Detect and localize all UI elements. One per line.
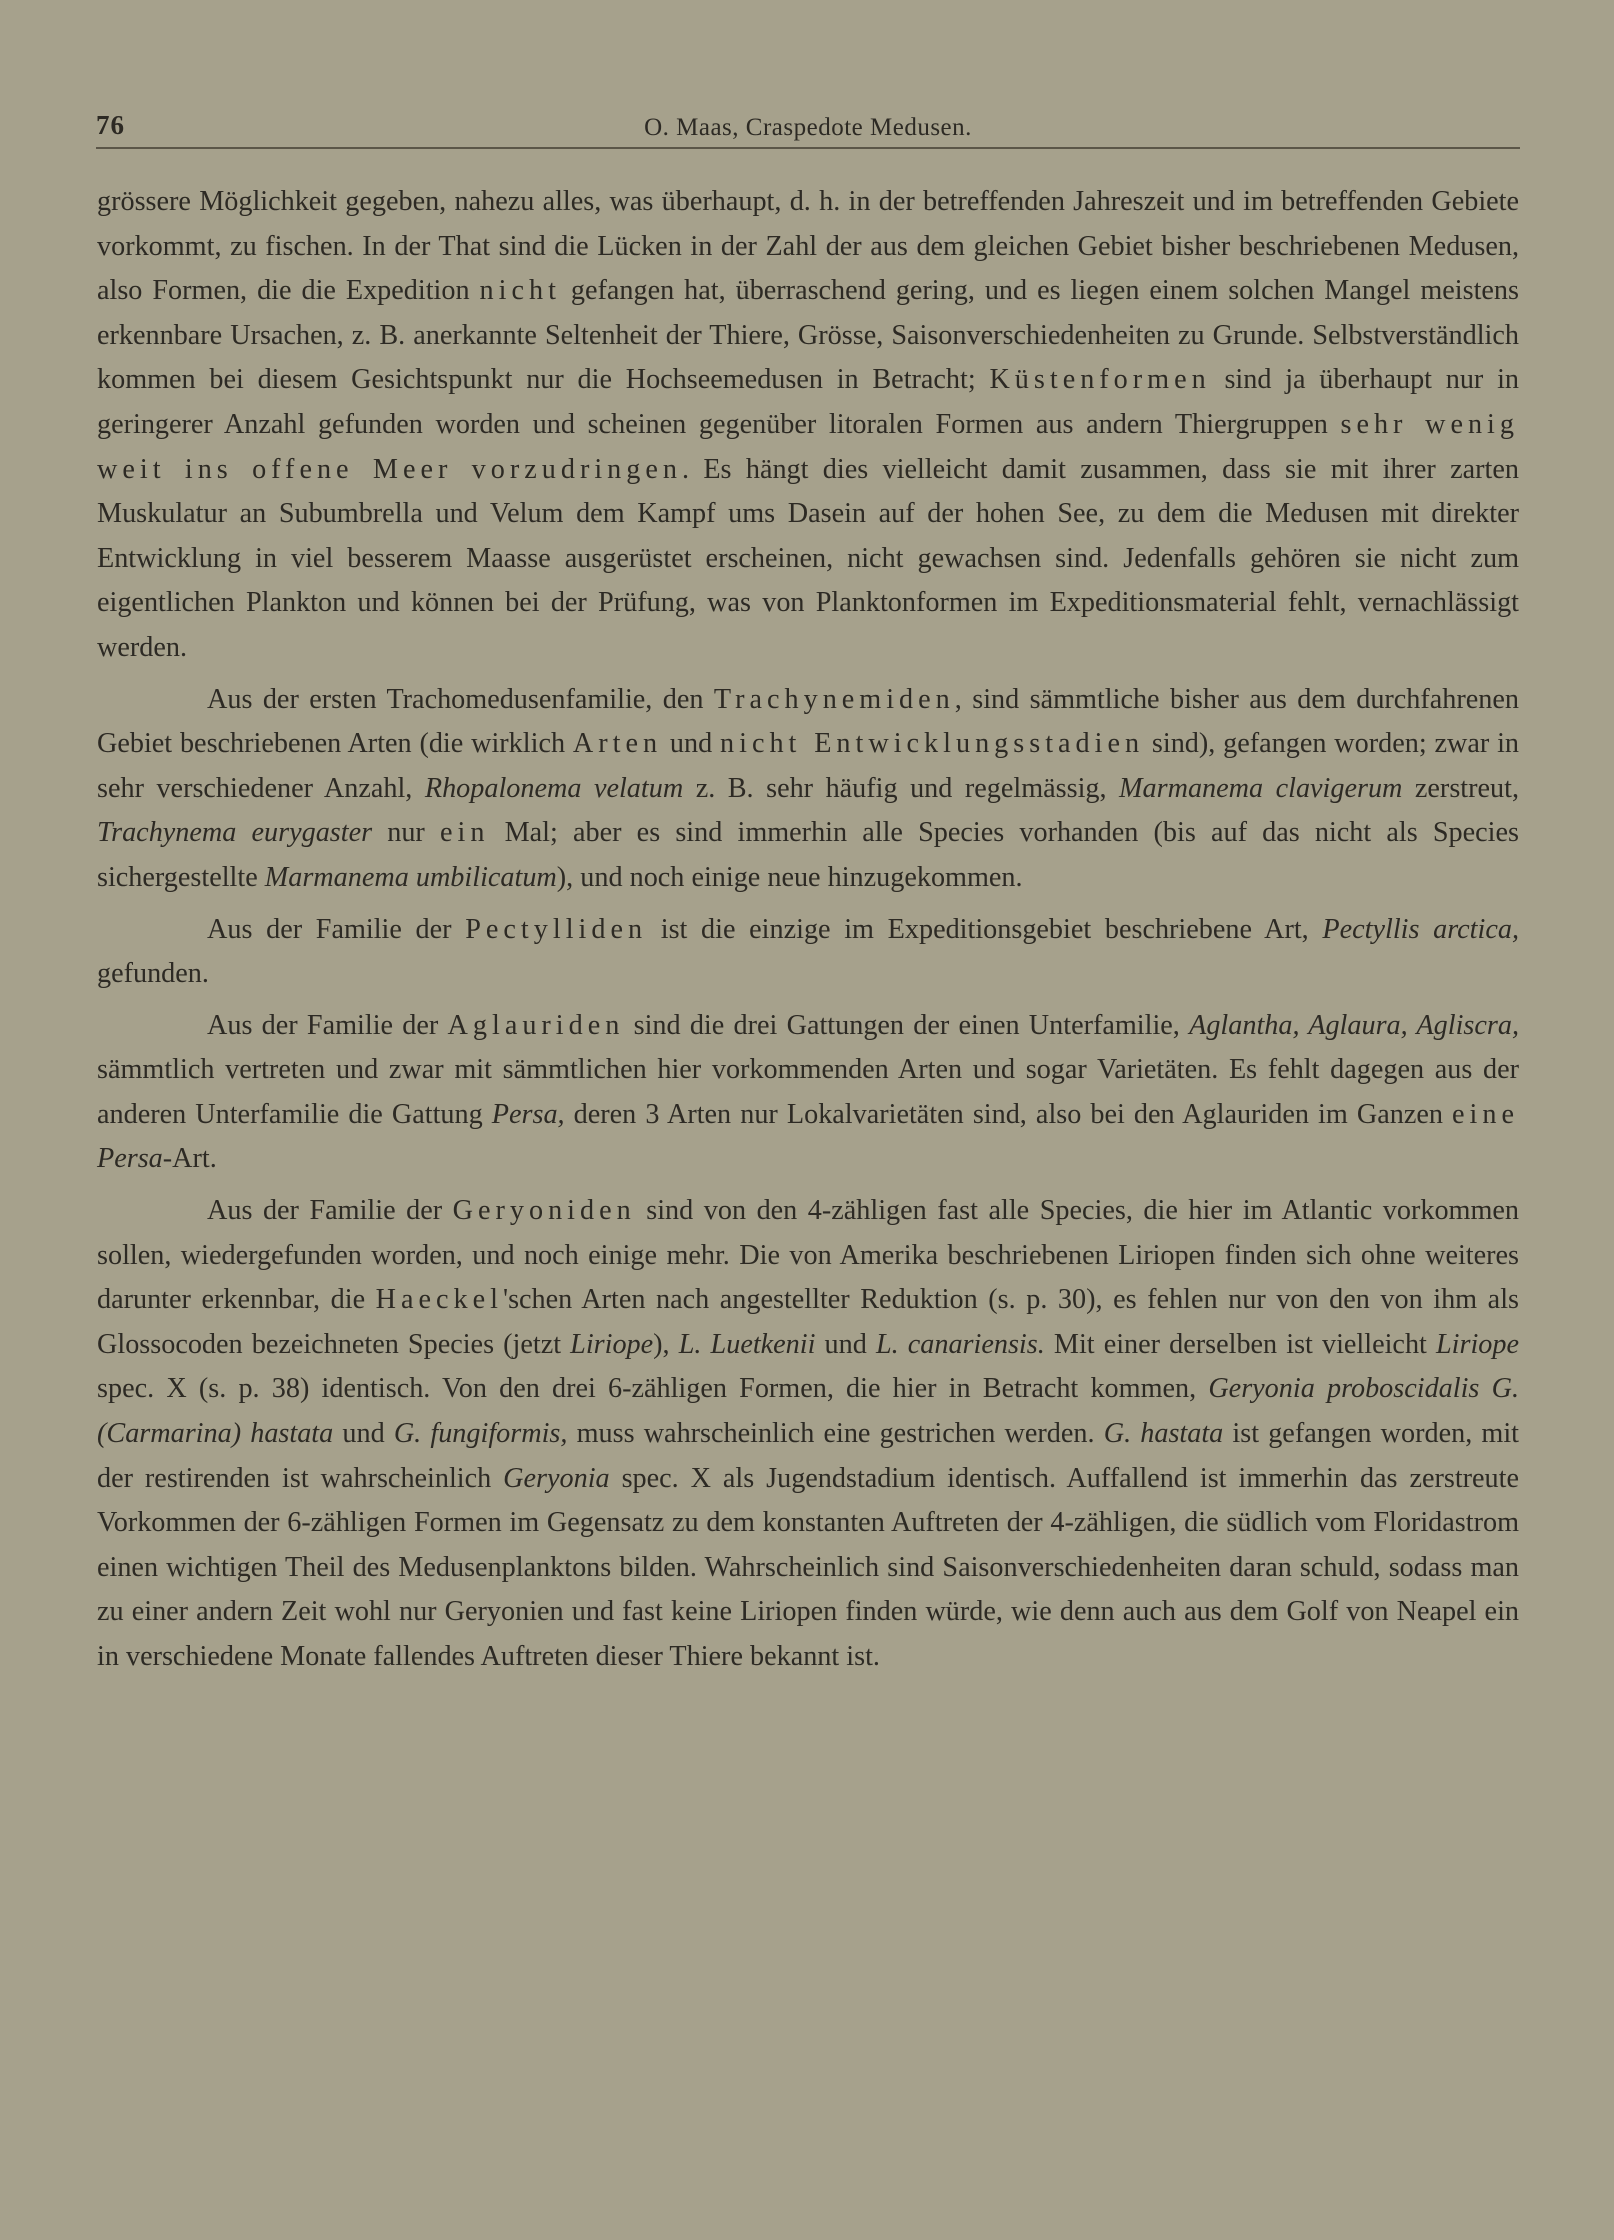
italic-run: Marmanema umbilicatum <box>264 861 557 893</box>
text-run: ), <box>653 1328 679 1360</box>
text-run: . Es hängt dies vielleicht damit zusammen, dass sie mit ihrer zarten Muskulatur an Subumbrella und Velum dem Kampf ums Dasein auf der hohen See, zu dem die Medusen mit direkter Entwicklung in viel besserem Maasse ausgerüstet erscheinen, nicht gewachsen sind. Jedenfalls gehören sie nicht zum eigentlichen Plankton und können bei der Prüfung, was von Planktonformen im Expeditionsmaterial fehlt, vernachlässigt werden. <box>97 453 1519 663</box>
spaced-run: Aglauriden <box>447 1009 625 1041</box>
spaced-run: sehr wenig weit ins offene Meer vorzudringen <box>97 408 1519 485</box>
text-run: sämmtlich vertreten und zwar mit sämmtlichen hier vorkommenden Arten und sogar Varietäten. Es fehlt dagegen aus der anderen Unterfamilie die Gattung <box>97 1054 1519 1130</box>
text-run: Aus der Familie der <box>207 1009 448 1041</box>
text-run: nur <box>372 817 440 849</box>
text-run: Aus der Familie der <box>207 913 466 945</box>
page-number: 76 <box>96 110 125 140</box>
italic-run: Liriope <box>570 1328 654 1360</box>
text-run: -Art. <box>162 1143 217 1175</box>
italic-run: Rhopalonema velatum <box>424 772 684 804</box>
italic-run: Persa, <box>491 1098 565 1130</box>
spaced-run: Geryoniden <box>452 1195 636 1227</box>
page-header <box>96 110 1520 150</box>
paragraph-4 <box>97 1004 1519 1182</box>
text-run: grössere Möglichkeit gegeben, nahezu alles, was überhaupt, d. h. in der betreffenden Jahreszeit und im betreffenden Gebiete vorkommt, zu fischen. In der That sind die Lücken in der Zahl der aus dem gleichen Gebiet bisher beschriebenen Medusen, also Formen, die die Expedition <box>97 186 1519 307</box>
spaced-run: ein <box>440 817 490 849</box>
spaced-run: nicht <box>479 275 561 307</box>
text-run: ist die einzige im Expeditionsgebiet beschriebene Art, <box>647 913 1323 945</box>
text-run: ist gefangen worden, mit der restirenden ist wahrscheinlich <box>97 1418 1519 1494</box>
text-run: Mal; aber es sind immerhin alle Species vorhanden (bis auf das nicht als Species sichergestellte <box>97 817 1519 893</box>
text-run: muss wahrscheinlich eine gestrichen werden. <box>567 1418 1104 1450</box>
text-run: sind von den 4-zähligen fast alle Species, die hier im Atlantic vorkommen sollen, wiedergefunden worden, und noch einige mehr. Die von Amerika beschriebenen Liriopen finden sich ohne weiteres darunter erkennbar, die <box>97 1195 1519 1316</box>
spaced-run: eine <box>1452 1098 1519 1130</box>
spaced-run: nicht Entwicklungsstadien <box>720 728 1145 760</box>
text-run: deren 3 Arten nur Lokalvarietäten sind, also bei den Aglauriden im Ganzen <box>564 1098 1453 1130</box>
body-text <box>97 180 1519 1687</box>
paragraph-2 <box>97 678 1519 901</box>
paragraph-1 <box>97 180 1519 671</box>
spaced-run: Arten <box>572 728 663 760</box>
spaced-run: Küstenformen <box>989 364 1211 396</box>
spaced-run: Trachynemiden <box>713 683 955 715</box>
text-run: und <box>815 1328 876 1360</box>
paragraph-3 <box>97 908 1519 997</box>
text-run: ), und noch einige neue hinzugekommen. <box>556 861 1023 893</box>
text-run: sind), gefangen worden; zwar in sehr verschiedener Anzahl, <box>97 728 1519 804</box>
italic-run: Geryonia <box>503 1462 610 1494</box>
text-run: sind die drei Gattungen der einen Unterfamilie, <box>624 1009 1190 1041</box>
text-run: spec. X als Jugendstadium identisch. Auffallend ist immerhin das zerstreute Vorkommen der 6-zähligen Formen im Gegensatz zu dem konstanten Auftreten der 4-zähligen, die südlich vom Floridastrom einen wichtigen Theil des Medusenplanktons bilden. Wahrscheinlich sind Saisonverschiedenheiten daran schuld, sodass man zu einer andern Zeit wohl nur Geryonien und fast keine Liriopen finden würde, wie denn auch aus dem Golf von Neapel ein in verschiedene Monate fallendes Auftreten dieser Thiere bekannt ist. <box>97 1462 1519 1672</box>
text-run: gefangen hat, überraschend gering, und es liegen einem solchen Mangel meistens erkennbare Ursachen, z. B. anerkannte Seltenheit der Thiere, Grösse, Saisonverschiedenheiten zu Grunde. Selbstverständlich kommen bei diesem Gesichtspunkt nur die Hochseemedusen in Betracht; <box>97 275 1519 396</box>
text-run: Mit einer derselben ist vielleicht <box>1044 1328 1436 1360</box>
spaced-run: Pectylliden <box>465 913 648 945</box>
paragraph-5 <box>97 1189 1519 1680</box>
spaced-run: Haeckel <box>375 1284 503 1316</box>
text-run: und <box>662 728 721 760</box>
text-run: Aus der ersten Trachomedusenfamilie, den <box>207 683 714 715</box>
text-run: spec. X (s. p. 38) identisch. Von den drei 6-zähligen Formen, die hier in Betracht kommen, <box>97 1373 1209 1405</box>
italic-run: Geryonia proboscidalis G. (Carmarina) hastata <box>97 1373 1519 1450</box>
italic-run: G. fungiformis, <box>393 1418 568 1450</box>
italic-run: L. Luetkenii <box>678 1328 816 1360</box>
text-run: , sind sämmtliche bisher aus dem durchfahrenen Gebiet beschriebenen Arten (die wirklich <box>97 683 1519 760</box>
italic-run: L. canariensis. <box>875 1328 1045 1360</box>
running-title: O. Maas, Craspedote Medusen. <box>644 114 972 141</box>
italic-run: Pectyllis arctica, <box>1322 913 1519 945</box>
italic-run: Aglantha, Aglaura, Agliscra, <box>1189 1009 1519 1041</box>
italic-run: Liriope <box>1435 1328 1519 1360</box>
italic-run: Marmanema clavigerum <box>1119 772 1403 804</box>
text-run: z. B. sehr häufig und regelmässig, <box>683 772 1120 804</box>
italic-run: Persa <box>97 1143 163 1175</box>
text-run: 'schen Arten nach angestellter Reduktion (s. p. 30), es fehlen nur von den von ihm als Glossocoden bezeichneten Species (jetzt <box>97 1284 1519 1360</box>
header-rule <box>96 147 1520 149</box>
text-run: und <box>333 1418 394 1450</box>
text-run: gefunden. <box>97 958 209 990</box>
text-run: zerstreut, <box>1402 772 1519 804</box>
italic-run: Trachynema eurygaster <box>97 817 373 849</box>
text-run: sind ja überhaupt nur in geringerer Anzahl gefunden worden und scheinen gegenüber litoralen Formen aus andern Thiergruppen <box>97 364 1519 440</box>
italic-run: G. hastata <box>1103 1418 1224 1450</box>
text-run: Aus der Familie der <box>207 1195 453 1227</box>
